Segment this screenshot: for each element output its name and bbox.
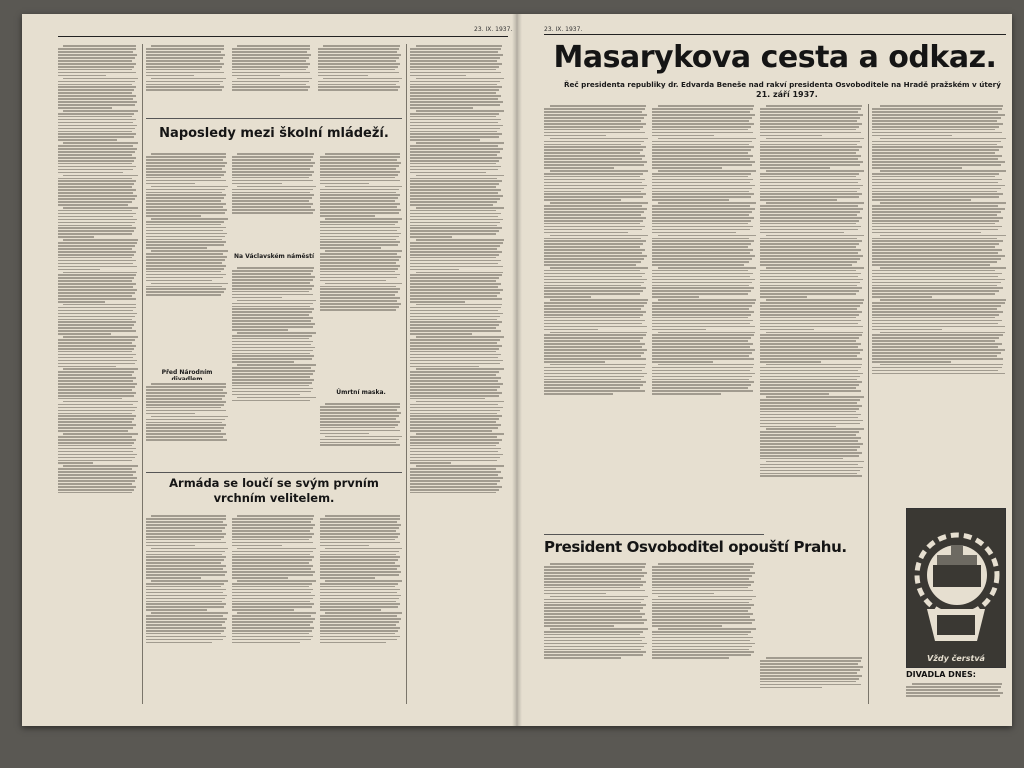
- body-text-texture: [760, 657, 864, 688]
- left-column-3-top: [232, 44, 312, 116]
- body-text-texture: [652, 105, 756, 394]
- right-column-1: [544, 104, 648, 532]
- body-text-texture: [232, 45, 312, 91]
- right-column-3: [760, 104, 864, 652]
- ad-gear-illustration: [907, 509, 1005, 667]
- right-column-2: [652, 104, 756, 532]
- body-text-texture: [760, 105, 864, 477]
- left-page-date: 23. IX. 1937.: [474, 26, 513, 33]
- left-column-2-mid: [146, 152, 228, 364]
- newspaper-spread: [22, 14, 1012, 726]
- advertisement: [906, 508, 1006, 668]
- column-rule: [406, 44, 407, 704]
- left-column-3-bottom: [232, 514, 316, 704]
- subhead-vaclavske-wrap: [232, 250, 316, 264]
- left-column-4-low: [320, 402, 402, 470]
- left-header-rule: [58, 36, 508, 37]
- left-column-1: [58, 44, 138, 704]
- body-text-texture: [872, 105, 1006, 374]
- left-column-3-low: [232, 266, 316, 468]
- left-column-2-low: [146, 382, 228, 468]
- body-text-texture: [146, 383, 228, 440]
- subhead-umrtni-maska: Úmrtní maska.: [336, 389, 386, 396]
- body-text-texture: [544, 105, 648, 394]
- body-text-texture: [232, 267, 316, 401]
- left-page: [22, 14, 514, 726]
- subtitle-date: 21. září 1937.: [756, 90, 818, 99]
- body-text-texture: [320, 403, 402, 446]
- headline-praha: President Osvoboditel opouští Prahu.: [544, 538, 847, 556]
- section-rule: [146, 118, 402, 119]
- column-rule: [868, 104, 869, 704]
- left-column-5: [410, 44, 504, 704]
- left-column-2-top: [146, 44, 226, 116]
- headline-school: Naposledy mezi školní mládeží.: [159, 126, 389, 141]
- body-text-texture: [410, 45, 504, 493]
- column-rule: [142, 44, 143, 704]
- headline-main: Masarykova cesta a odkaz.: [553, 40, 997, 75]
- right-column-4: [872, 104, 1006, 500]
- body-text-texture: [906, 683, 1004, 696]
- right-page-date: 23. IX. 1937.: [544, 26, 583, 33]
- body-text-texture: [146, 45, 226, 91]
- right-column-3-bottom: [760, 656, 864, 704]
- subhead-maska-wrap: [320, 386, 402, 400]
- ad-slogan: Vždy čerstvá: [927, 654, 985, 663]
- right-column-1-bottom: [544, 562, 648, 704]
- section-rule: [544, 534, 764, 535]
- headline-army: Armáda se loučí se svým prvním vrchním velitelem.: [169, 476, 379, 505]
- right-column-2-bottom: [652, 562, 756, 704]
- left-column-4-top: [318, 44, 402, 116]
- body-text-texture: [320, 153, 402, 310]
- body-text-texture: [320, 515, 402, 643]
- section-divadla: DIVADLA DNES:: [906, 670, 976, 679]
- subtitle: Řeč presidenta republiky dr. Edvarda Beneše nad rakví presidenta Osvoboditele na Hradě pražském v úterý: [564, 80, 1001, 89]
- subhead-vaclavske: Na Václavském náměstí: [233, 253, 315, 260]
- body-text-texture: [318, 45, 402, 91]
- right-page: [520, 14, 1012, 726]
- body-text-texture: [232, 515, 316, 643]
- right-header-rule: [544, 34, 1006, 35]
- body-text-texture: [652, 563, 756, 659]
- subhead-narodni: [146, 366, 228, 380]
- body-text-texture: [544, 563, 648, 659]
- left-column-2-bottom: [146, 514, 228, 704]
- divadla-listing: [906, 682, 1004, 706]
- body-text-texture: [146, 515, 228, 643]
- subhead-narodni-divadlo: Před Národním divadlem: [161, 369, 213, 380]
- left-column-4-mid: [320, 152, 402, 386]
- body-text-texture: [232, 153, 316, 213]
- body-text-texture: [146, 153, 228, 296]
- left-column-4-bottom: [320, 514, 402, 704]
- section-rule: [146, 472, 402, 473]
- left-column-3-mid: [232, 152, 316, 246]
- body-text-texture: [58, 45, 138, 493]
